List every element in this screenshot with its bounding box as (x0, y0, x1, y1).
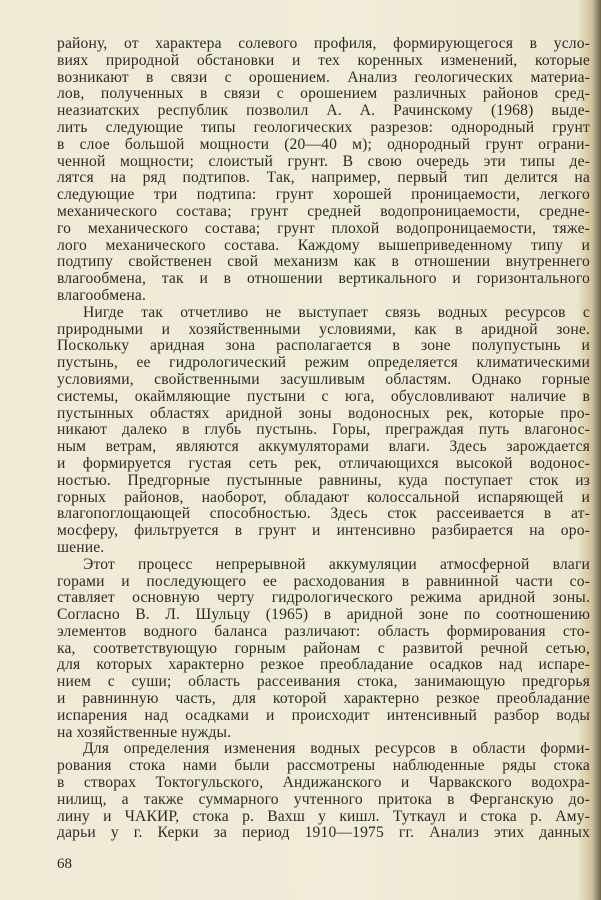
text-line: на хозяйственные нужды. (57, 723, 232, 741)
text-line: в слое большой мощности (20—40 м); однородный грунт ограни- (57, 135, 590, 153)
text-line: природными и хозяйственными условиями, как в аридной зоне. (57, 320, 590, 338)
text-line: Поскольку аридная зона располагается в зоне полупустынь и (57, 337, 590, 355)
paragraph (57, 305, 590, 557)
text-line: ка, соответствующую горным районам с развитой речной сетью, (57, 639, 590, 657)
text-line: лов, полученных в связи с орошением различных районов сред- (57, 85, 590, 103)
text-line: механического состава; грунт средней водопроницаемости, средне- (57, 202, 590, 220)
paragraph (57, 36, 590, 305)
text-line: ностью. Предгорные пустынные равнины, куда поступает сток из (57, 471, 590, 489)
text-line: дарьи у г. Керки за период 1910—1975 гг. Анализ этих данных (57, 824, 590, 842)
text-line: пустынных областях аридной зоны водоносных рек, которые про- (57, 404, 590, 422)
body-text (57, 36, 590, 842)
text-line: нием с суши; область рассеивания стока, занимающую предгорья (57, 673, 590, 691)
text-line: району, от характера солевого профиля, формирующегося в усло- (57, 35, 590, 52)
text-line: Этот процесс непрерывной аккумуляции атмосферной влаги (83, 555, 590, 573)
text-line: возникают в связи с орошением. Анализ геологических материа- (57, 68, 590, 86)
page-number: 68 (57, 856, 72, 872)
text-line: шение. (57, 538, 105, 556)
text-line: лятся на ряд подтипов. Так, например, первый тип делится на (57, 169, 590, 187)
text-line: горами и последующего ее расходования в равнинной части со- (57, 572, 590, 590)
paragraph (57, 741, 590, 842)
text-line: пустынь, ее гидрологический режим определяется климатическими (57, 354, 590, 372)
text-line: следующие три подтипа: грунт хорошей проницаемости, легкого (57, 186, 590, 204)
text-line: неазиатских республик позволил А. А. Рачинскому (1968) выде- (57, 102, 590, 120)
text-line: горных районов, наоборот, обладают колоссальной испаряющей и (57, 488, 590, 506)
text-line: Согласно В. Л. Шульцу (1965) в аридной зоне по соотношению (57, 606, 590, 624)
text-line: мосферу, фильтруется в грунт и интенсивно разбирается на оро- (57, 522, 590, 540)
text-line: лого механического состава. Каждому вышеприведенному типу и (57, 236, 590, 254)
text-line: нилищ, а также суммарного учтенного притока в Ферганскую до- (57, 790, 590, 808)
text-line: и формируется густая сеть рек, отличающихся высокой водонос- (57, 454, 590, 472)
text-line: испарения над осадками и происходит интенсивный разбор воды (57, 706, 590, 724)
text-line: го механического состава; грунт плохой водопроницаемости, тяже- (57, 219, 590, 237)
text-line: Нигде так отчетливо не выступает связь водных ресурсов с (83, 303, 590, 321)
text-line: влагообмена, так и в отношении вертикального и горизонтального (57, 270, 590, 288)
text-line: и равнинную часть, для которой характерно резкое преобладание (57, 690, 590, 708)
text-line: виях природной обстановки и тех коренных изменений, которые (57, 51, 590, 69)
text-line: никают далеко в глубь пустынь. Горы, преграждая путь влагонос- (57, 421, 590, 439)
text-line: условиями, свойственными засушливым областям. Однако горные (57, 370, 590, 388)
text-line: лину и ЧАКИР, стока р. Вахш у кишл. Туткаул и стока р. Аму- (57, 807, 590, 825)
text-line: рования стока нами были рассмотрены наблюденные ряды стока (57, 757, 590, 775)
text-line: для которых характерно резкое преобладание осадков над испаре- (57, 656, 590, 674)
text-line: элементов водного баланса различают: область формирования сто- (57, 622, 590, 640)
text-line: ченной мощности; слоистый грунт. В свою очередь эти типы де- (57, 152, 590, 170)
text-line: в створах Токтогульского, Андижанского и Чарвакского водохра- (57, 774, 590, 792)
text-line: Для определения изменения водных ресурсов в области форми- (83, 740, 590, 758)
text-line: ставляет основную черту гидрологического режима аридной зоны. (57, 589, 590, 607)
text-line: лить следующие типы геологических разрезов: однородный грунт (57, 118, 590, 136)
text-line: влагопоглощающей способностью. Здесь сток рассеивается в ат- (57, 505, 590, 523)
text-line: системы, окаймляющие пустыни с юга, обусловливают наличие в (57, 387, 590, 405)
text-line: влагообмена. (57, 286, 146, 304)
text-line: ным ветрам, являются аккумуляторами влаги. Здесь зарождается (57, 438, 590, 456)
text-line: подтипу свойственен свой механизм как в отношении внутреннего (57, 253, 590, 271)
paragraph (57, 557, 590, 742)
